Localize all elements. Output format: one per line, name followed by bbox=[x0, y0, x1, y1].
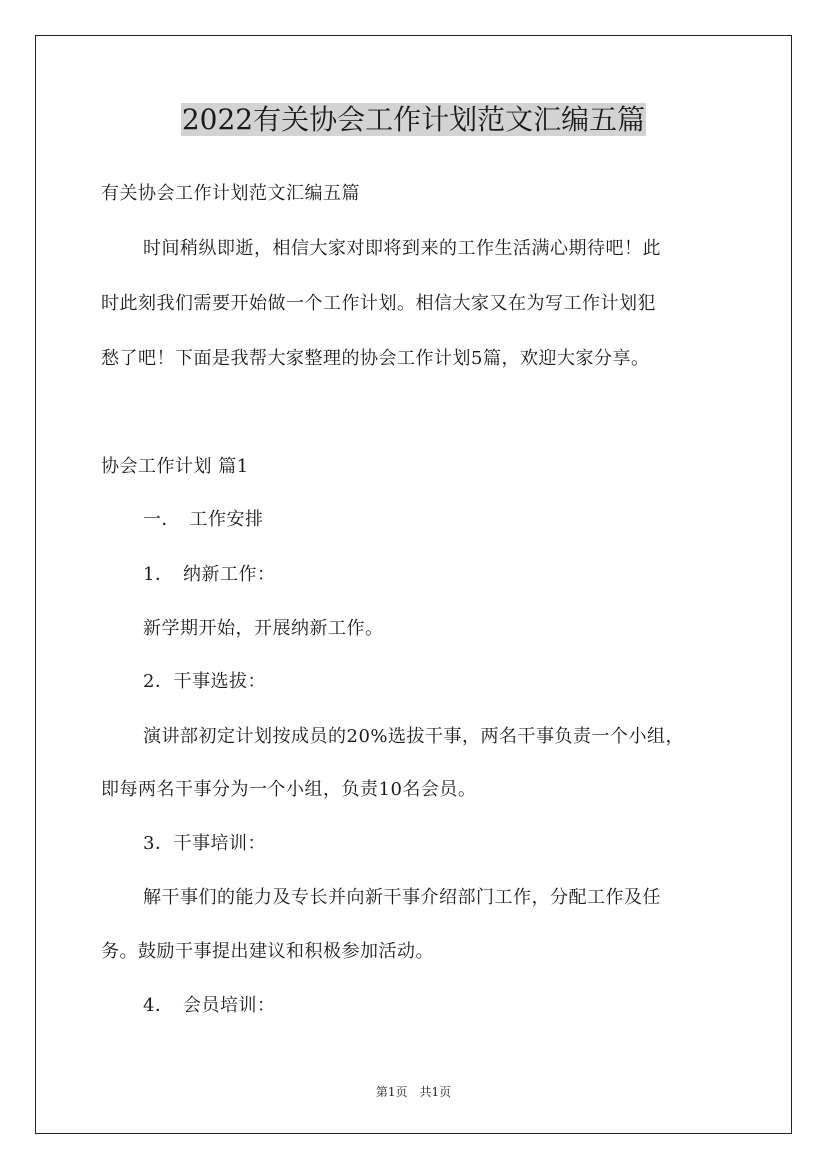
intro-paragraph-line-2: 时此刻我们需要开始做一个工作计划。相信大家又在为写工作计划犯 bbox=[101, 293, 656, 314]
subtitle-line: 有关协会工作计划范文汇编五篇 bbox=[101, 183, 360, 204]
outline-heading-1: 一． 工作安排 bbox=[143, 509, 264, 530]
title-text: 2022有关协会工作计划范文汇编五篇 bbox=[181, 103, 646, 136]
item-body-2-line-2: 即每两名干事分为一个小组，负责10名会员。 bbox=[101, 779, 477, 800]
page-footer: 第1页 共1页 bbox=[375, 1085, 452, 1099]
item-heading-2: 2．干事选拔： bbox=[143, 671, 266, 692]
item-heading-1: 1． 纳新工作： bbox=[143, 564, 276, 585]
intro-paragraph-line-1: 时间稍纵即逝，相信大家对即将到来的工作生活满心期待吧！此 bbox=[143, 238, 661, 259]
item-heading-4: 4． 会员培训： bbox=[143, 995, 276, 1016]
intro-paragraph-line-3: 愁了吧！下面是我帮大家整理的协会工作计划5篇，欢迎大家分享。 bbox=[101, 348, 650, 369]
item-body-2-line-1: 演讲部初定计划按成员的20%选拔干事，两名干事负责一个小组， bbox=[143, 726, 685, 747]
section-heading: 协会工作计划 篇1 bbox=[101, 456, 249, 477]
item-body-3-line-1: 解干事们的能力及专长并向新干事介绍部门工作，分配工作及任 bbox=[143, 887, 661, 908]
item-body-3-line-2: 务。鼓励干事提出建议和积极参加活动。 bbox=[101, 941, 434, 962]
document-title bbox=[0, 100, 827, 140]
item-body-1: 新学期开始，开展纳新工作。 bbox=[143, 618, 384, 639]
item-heading-3: 3．干事培训： bbox=[143, 833, 266, 854]
